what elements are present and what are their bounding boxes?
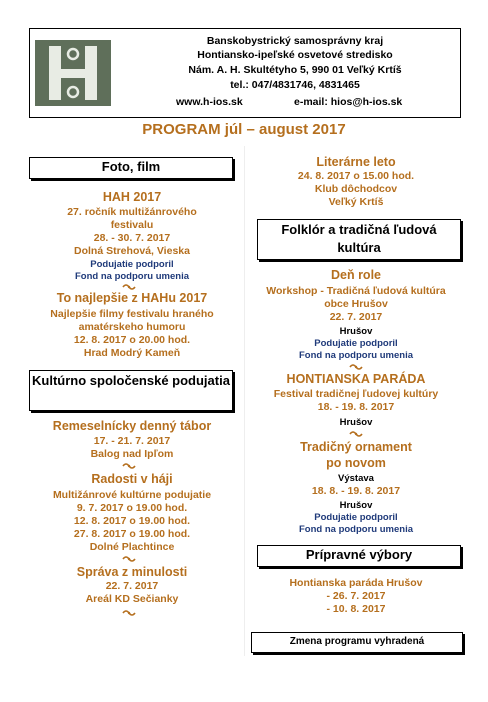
section-pripravne-label: Prípravné výbory [305, 547, 413, 562]
joy-date1: 9. 7. 2017 o 19.00 hod. [76, 502, 188, 514]
parade-place: Hrušov [339, 417, 373, 428]
hah-line1: 27. ročník multižánrového [67, 206, 197, 218]
ornament-icon [122, 462, 136, 470]
org-line2: Hontiansko-ipeľské osvetové stredisko [197, 49, 393, 61]
joy-date2: 12. 8. 2017 o 19.00 hod. [73, 515, 191, 527]
section-kulturno-label: Kultúrno spoločenské podujatia [32, 373, 230, 388]
column-divider [244, 146, 245, 656]
section-pripravne [257, 545, 461, 567]
hah-support1: Podujatie podporil [90, 259, 174, 270]
notice-text: Zmena programu vyhradená [289, 636, 425, 647]
ornament-date: 18. 8. - 19. 8. 2017 [311, 485, 401, 497]
camp-place: Balog nad Ipľom [90, 448, 174, 460]
parade-date: 18. - 19. 8. 2017 [317, 401, 395, 413]
hah-place: Dolná Strehová, Vieska [74, 245, 190, 257]
section-kulturno [29, 370, 233, 411]
lit-place1: Klub dôchodcov [314, 183, 398, 195]
program-title: PROGRAM júl – august 2017 [142, 121, 346, 138]
hios-logo [35, 40, 111, 106]
org-address: Nám. A. H. Skultétyho 5, 990 01 Veľký Krtíš [188, 64, 402, 76]
parade-line1: Festival tradičnej ľudovej kultúry [273, 388, 439, 400]
section-foto-film-label: Foto, film [101, 159, 161, 174]
email-link[interactable]: e-mail: hios@h-ios.sk [294, 96, 403, 108]
role-title: Deň role [330, 268, 381, 282]
news-date: 22. 7. 2017 [105, 580, 159, 592]
section-folklor-label: Folklór a tradičná ľudová kultúra [281, 222, 437, 255]
role-place: Hrušov [339, 326, 373, 337]
prep-line1: Hontianska paráda Hrušov [289, 577, 423, 589]
ornament-title1: Tradičný ornament [300, 440, 412, 454]
role-support1: Podujatie podporil [314, 338, 398, 349]
role-support2: Fond na podporu umenia [299, 350, 413, 361]
lit-place2: Veľký Krtíš [328, 196, 384, 208]
role-line1: Workshop - Tradičná ľudová kultúra [266, 285, 446, 297]
lit-date: 24. 8. 2017 o 15.00 hod. [297, 170, 415, 182]
ornament-icon [122, 609, 136, 617]
lit-title: Literárne leto [316, 155, 396, 169]
hah-title: HAH 2017 [102, 190, 162, 204]
hah-support2: Fond na podporu umenia [75, 271, 189, 282]
prep-line3: - 10. 8. 2017 [326, 603, 386, 615]
prep-line2: - 26. 7. 2017 [326, 590, 386, 602]
ornament-title2: po novom [326, 456, 386, 470]
hah-line2: festivalu [110, 219, 154, 231]
ornament-support1: Podujatie podporil [314, 512, 398, 523]
org-phone: tel.: 047/4831746, 4831465 [230, 79, 360, 91]
notice-box [251, 632, 463, 653]
best-line2: amatérskeho humoru [78, 321, 186, 333]
ornament-icon [122, 283, 136, 291]
best-place: Hrad Modrý Kameň [83, 347, 181, 359]
role-line2: obce Hrušov [324, 298, 388, 310]
news-place: Areál KD Sečianky [85, 593, 179, 605]
section-folklor [257, 219, 461, 260]
camp-date: 17. - 21. 7. 2017 [93, 435, 171, 447]
hah-date: 28. - 30. 7. 2017 [93, 232, 171, 244]
section-foto-film [29, 157, 233, 179]
joy-place: Dolné Plachtince [89, 541, 175, 553]
ornament-place: Hrušov [339, 500, 373, 511]
news-title: Správa z minulosti [76, 565, 188, 579]
ornament-icon [349, 430, 363, 438]
ornament-support2: Fond na podporu umenia [299, 524, 413, 535]
parade-title: HONTIANSKA PARÁDA [286, 372, 426, 386]
ornament-icon [122, 555, 136, 563]
joy-line1: Multižánrové kultúrne podujatie [52, 489, 212, 501]
logo-h-icon [35, 40, 111, 106]
camp-title: Remeselnícky denný tábor [52, 419, 212, 433]
best-line1: Najlepšie filmy festivalu hraného [50, 308, 214, 320]
ornament-line1: Výstava [338, 473, 374, 484]
best-date: 12. 8. 2017 o 20.00 hod. [73, 334, 191, 346]
web-link[interactable]: www.h-ios.sk [176, 96, 243, 108]
best-title: To najlepšie z HAHu 2017 [56, 291, 208, 305]
role-date: 22. 7. 2017 [329, 311, 383, 323]
joy-title: Radosti v háji [91, 472, 173, 486]
joy-date3: 27. 8. 2017 o 19.00 hod. [73, 528, 191, 540]
ornament-icon [349, 363, 363, 371]
org-line1: Banskobystrický samosprávny kraj [206, 35, 384, 47]
